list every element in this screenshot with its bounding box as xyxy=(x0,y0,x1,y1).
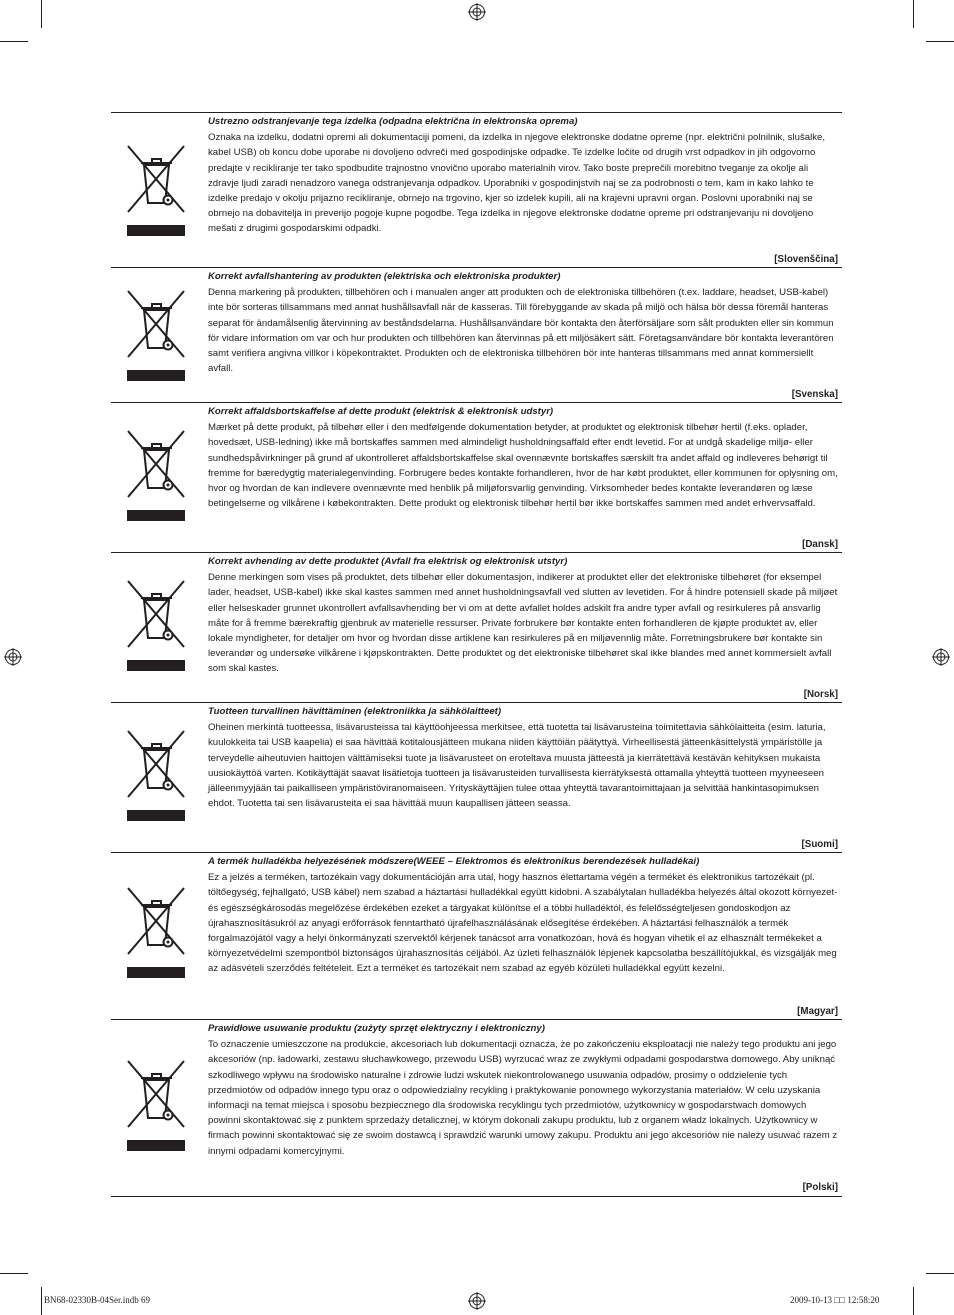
weee-icon-block xyxy=(125,428,185,521)
registration-mark-icon xyxy=(932,648,950,666)
crossed-out-wheeled-bin-icon xyxy=(125,428,187,500)
weee-icon-block xyxy=(125,1058,185,1151)
crop-mark xyxy=(913,1287,914,1315)
section-title: Tuotteen turvallinen hävittäminen (elektroniikka ja sähkölaitteet) xyxy=(208,706,502,717)
language-label: [Dansk] xyxy=(802,539,838,550)
crossed-out-wheeled-bin-icon xyxy=(125,728,187,800)
section-text xyxy=(208,268,838,376)
language-label: [Magyar] xyxy=(797,1006,838,1017)
crop-mark xyxy=(41,0,42,28)
section-text xyxy=(208,853,838,977)
crop-mark xyxy=(926,1273,954,1274)
crossed-out-wheeled-bin-icon xyxy=(125,288,187,360)
weee-section-magyar xyxy=(111,852,842,1020)
weee-underline-bar xyxy=(127,510,185,521)
section-body: Denna markering på produkten, tillbehören och i manualen anger att produkten och de elektroniska tillbehören (t.ex. laddare, headset, USB-kabel) inte bör sorteras tillsammans med annat hushållsavfall när de kasseras. Till förebyggande av skada på miljö och hälsa bör dessa föremål hanteras separat för ändamålsenlig återvinning av beståndsdelarna. Hushållsanvändare bör kontakta den återförsäljare som sålt produkten eller sin kommun för vidare information om var och hur produkten och tillbehören kan återvinnas på ett miljösäkert sätt. Företagsanvändare bör kontakta leverantören samt verifiera angivna villkor i köpekontraktet. Produkten och de elektroniska tillbehören bör inte hanteras tillsammans med annat kommersiellt avfall. xyxy=(208,287,834,375)
weee-section-suomi xyxy=(111,702,842,853)
section-text xyxy=(208,1020,838,1159)
section-text xyxy=(208,403,838,511)
crossed-out-wheeled-bin-icon xyxy=(125,885,187,957)
crop-mark xyxy=(926,41,954,42)
section-title: Korrekt affaldsbortskaffelse af dette produkt (elektrisk & elektronisk udstyr) xyxy=(208,406,554,417)
weee-icon-block xyxy=(125,885,185,978)
weee-section-svenska xyxy=(111,267,842,403)
weee-underline-bar xyxy=(127,225,185,236)
weee-section-slovenscina xyxy=(111,112,842,268)
registration-mark-icon xyxy=(468,3,486,21)
crop-mark xyxy=(41,1287,42,1315)
crop-mark xyxy=(0,41,28,42)
weee-underline-bar xyxy=(127,660,185,671)
crossed-out-wheeled-bin-icon xyxy=(125,143,187,215)
registration-mark-icon xyxy=(4,648,22,666)
section-title: Korrekt avfallshantering av produkten (elektriska och elektroniska produkter) xyxy=(208,271,561,282)
section-title: Ustrezno odstranjevanje tega izdelka (odpadna električna in elektronska oprema) xyxy=(208,116,578,127)
section-body: To oznaczenie umieszczone na produkcie, akcesoriach lub dokumentacji oznacza, że po zakończeniu eksploatacji nie należy tego produktu ani jego akcesoriów (np. ładowarki, zestawu słuchawkowego, przewodu USB) wyrzucać wraz ze zwykłymi odpadami gospodarstwa domowego. Aby uniknąć szkodliwego wpływu na środowisko naturalne i zdrowie ludzi wskutek niekontrolowanego usuwania odpadów, prosimy o oddzielenie tych przedmiotów od odpadów innego typu oraz o odpowiedzialny recykling i praktykowanie ponownego wykorzystania materiałów. W celu uzyskania informacji na temat miejsca i sposobu bezpiecznego dla środowiska recyklingu tych przedmiotów, użytkownicy w gospodarstwach domowych powinni skontaktować się z punktem sprzedaży detalicznej, w którym dokonali zakupu produktu, lub z organem władz lokalnych. Użytkownicy w firmach powinni skontaktować się ze swoim dostawcą i sprawdzić warunki umowy zakupu. Produktu ani jego akcesoriów nie należy usuwać razem z innymi odpadami komercyjnymi. xyxy=(208,1039,838,1157)
weee-icon-block xyxy=(125,288,185,381)
section-text xyxy=(208,113,838,237)
weee-icon-block xyxy=(125,728,185,821)
crossed-out-wheeled-bin-icon xyxy=(125,1058,187,1130)
crop-mark xyxy=(913,0,914,28)
registration-mark-icon xyxy=(468,1292,486,1310)
weee-icon-block xyxy=(125,143,185,236)
weee-underline-bar xyxy=(127,810,185,821)
weee-icon-block xyxy=(125,578,185,671)
weee-section-dansk xyxy=(111,402,842,553)
weee-underline-bar xyxy=(127,370,185,381)
crossed-out-wheeled-bin-icon xyxy=(125,578,187,650)
language-label: [Svenska] xyxy=(791,389,838,400)
weee-underline-bar xyxy=(127,967,185,978)
footer-file-info: BN68-02330B-04Ser.indb 69 xyxy=(44,1295,151,1305)
section-body: Oznaka na izdelku, dodatni opremi ali dokumentaciji pomeni, da izdelka in njegove elektronske dodatne opreme (npr. električni polnilnik, slušalke, kabel USB) ob koncu dobe uporabe ni dovoljeno odvreči med gospodinjske odpadke. Te izdelke ločite od drugih vrst odpadkov in jih odgovorno predajte v recikliranje ter tako spodbudite trajnostno vnovično uporabo materialnih virov. Tako boste preprečili morebitno tveganje za okolje ali zdravje ljudi zaradi nenadzoro vanega odstranjevanja odpadkov. Uporabniki v gospodinjstvih naj se za podrobnosti o tem, kam in kako lahko te izdelke predajo v okolju prijazno recikliranje, obrnejo na trgovino, kjer so izdelek kupili, ali na krajevni upravni organ. Poslovni uporabniki naj se obrnejo na dobavitelja in preverijo pogoje kupne pogodbe. Tega izdelka in njegove elektronske dodatne opreme pri odstranjevanju ni dovoljeno mešati z drugimi gospodarskimi odpadki. xyxy=(208,132,826,235)
section-title: Prawidłowe usuwanie produktu (zużyty sprzęt elektryczny i elektroniczny) xyxy=(208,1023,545,1034)
section-body: Oheinen merkintä tuotteessa, lisävarusteissa tai käyttöohjeessa merkitsee, että tuotetta tai lisävarusteina toimitettavia sähkölaitteita (esim. laturia, kuulokkeita tai USB kaapelia) ei saa hävittää kotitalousjätteen mukana niiden käyttöiän päätyttyä. Virheellisestä jätteenkäsittelystä ympäristölle ja terveydelle aiheutuvien haittojen välttämiseksi tuote ja lisävarusteet on eroteltava muusta jätteestä ja kierrätettävä kestävän kehityksen mukaista uusiokäyttöä varten. Kotikäyttäjät saavat lisätietoja tuotteen ja lisävarusteiden turvallisesta kierrätyksestä ottamalla yhteyttä tuotteen myyneeseen jälleenmyyjään tai paikalliseen ympäristöviranomaiseen. Yrityskäyttäjien tulee ottaa yhteyttä tavarantoimittajaan ja selvittää hankintasopimuksen ehdot. Tuotetta tai sen lisävarusteita ei saa hävittää muun kaupallisen jätteen seassa. xyxy=(208,722,826,810)
section-text xyxy=(208,703,838,811)
language-label: [Norsk] xyxy=(803,689,838,700)
language-label: [Suomi] xyxy=(801,839,838,850)
footer-datetime: 2009-10-13 □□ 12:58:20 xyxy=(790,1295,880,1305)
crop-mark xyxy=(0,1273,28,1274)
section-title: Korrekt avhending av dette produktet (Avfall fra elektrisk og elektronisk utstyr) xyxy=(208,556,568,567)
section-title: A termék hulladékba helyezésének módszere(WEEE – Elektromos és elektronikus berendezések hulladékai) xyxy=(208,856,700,867)
weee-section-norsk xyxy=(111,552,842,703)
language-label: [Slovenščina] xyxy=(774,254,838,265)
language-label: [Polski] xyxy=(802,1182,838,1193)
weee-underline-bar xyxy=(127,1140,185,1151)
section-body: Ez a jelzés a terméken, tartozékain vagy dokumentációján arra utal, hogy hasznos élettartama végén a terméket és elektronikus tartozékait (pl. töltőegység, fejhallgató, USB kábel) nem szabad a háztartási hulladékkal együtt kidobni. A szabálytalan hulladékba helyezés által okozott környezet- és egészségkárosodás megelőzése érdekében ezeket a tárgyakat különítse el a többi hulladéktól, és felelősségteljesen gondoskodjon az újrahasznosításukról az anyagi erőforrások fenntartható újrafelhasználásának elősegítése érdekében. A háztartási felhasználók a termék forgalmazójától vagy a helyi önkormányzati szervektől kérjenek tanácsot arra vonatkozóan, hová és hogyan vihetik el az elhasznált termékeket a környezetvédelmi szempontból biztonságos újrahasznosítás céljából. Az üzleti felhasználók lépjenek kapcsolatba beszállítójukkal, és vizsgálják meg az adásvételi szerződés feltételeit. Ezt a terméket és tartozékait nem szabad az egyéb közületi hulladékkal együtt kezelni. xyxy=(208,872,838,975)
weee-section-polski xyxy=(111,1019,842,1197)
section-body: Mærket på dette produkt, på tilbehør eller i den medfølgende dokumentation betyder, at produktet og elektronisk tilbehør hertil (f.eks. oplader, hovedsæt, USB-ledning) ikke må bortskaffes sammen med almindeligt husholdningsaffald efter endt levetid. For at undgå skadelige miljø- eller sundhedspåvirkninger på grund af ukontrolleret affaldsbortskaffelse skal ovennævnte bortskaffes særskilt fra andet affald og indleveres behørigt til fremme for bæredygtig materialegenvinding. Forbrugere bedes kontakte forhandleren, hvor de har købt produktet, eller kommunen for oplysning om, hvor og hvordan de kan indlevere ovennævnte med henblik på miljøforsvarlig genvinding. Virksomheder bedes kontakte leverandøren og læse betingelserne og vilkårene i købekontrakten. Dette produkt og elektronisk tilbehør hertil bør ikke bortskaffes sammen med andet erhvervsaffald. xyxy=(208,422,838,510)
section-text xyxy=(208,553,838,677)
section-body: Denne merkingen som vises på produktet, dets tilbehør eller dokumentasjon, indikerer at produktet eller det elektroniske tilbehøret (for eksempel lader, headset, USB-kabel) ikke skal kastes sammen med annet husholdningsavfall ved slutten av levetiden. For å hindre potensiell skade på miljøet eller helseskader grunnet ukontrollert avfallsavhending ber vi om at dette avfallet holdes adskilt fra andre typer avfall og resirkuleres på ansvarlig måte for å fremme bærekraftig gjenbruk av materielle ressurser. Private forbrukere bør kontakte enten forhandleren de kjøpte produktet av, eller lokale myndigheter, for detaljer om hvor og hvordan disse artiklene kan resirkuleres på en miljøvennlig måte. Forretningsbrukere bør kontakte sin leverandør og undersøke vilkårene i kjøpskontrakten. Dette produktet og det elektroniske tilbehøret skal ikke blandes med annet kommersielt avfall som skal kastes. xyxy=(208,572,838,675)
